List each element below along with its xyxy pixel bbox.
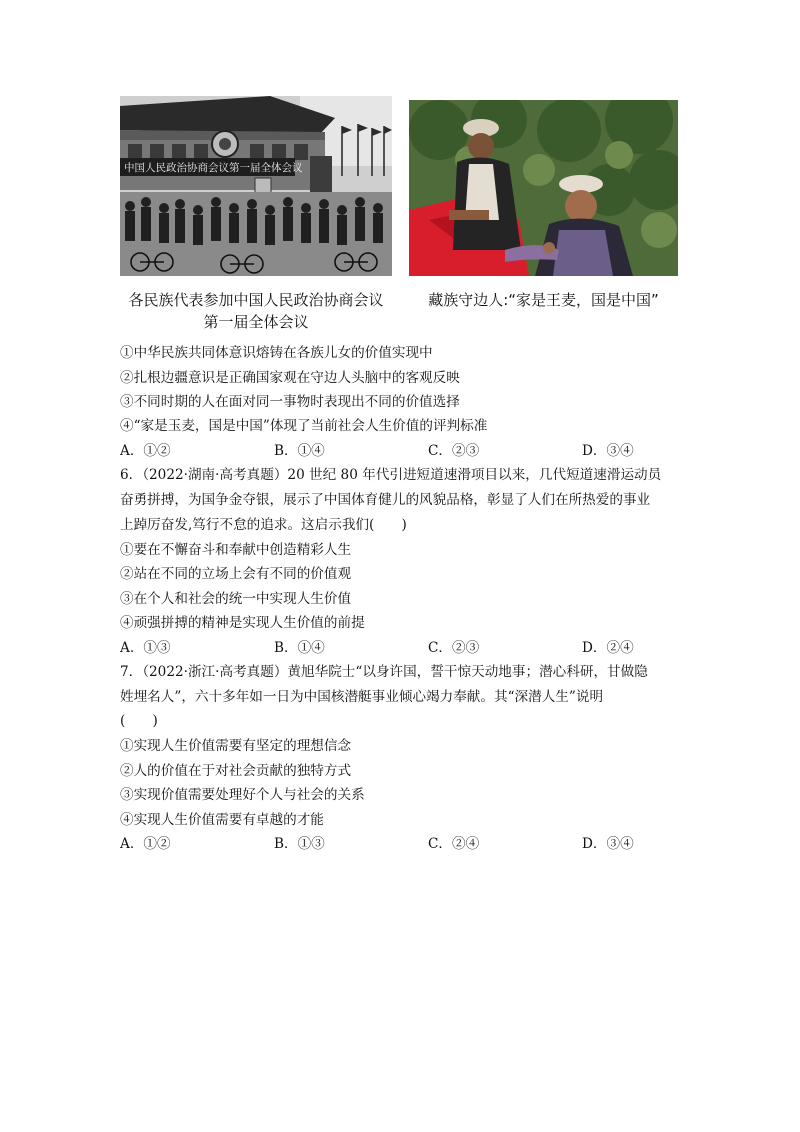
cppcc-photo-caption — [120, 289, 392, 333]
q7-stem-line-2: 姓埋名人”，六十多年如一日为中国核潜艇事业倾心竭力奉献。其“深潜人生”说明 — [120, 689, 604, 705]
q5-statement-4: ④“家是玉麦，国是中国”体现了当前社会人生价值的评判标准 — [120, 418, 488, 434]
q7-statement-3: ③实现价值需要处理好个人与社会的关系 — [120, 787, 365, 803]
q6-stem-line-3: 上踔厉奋发,笃行不怠的追求。这启示我们( ) — [120, 517, 407, 533]
cppcc-caption-line1: 各民族代表参加中国人民政治协商会议 — [128, 291, 384, 309]
q6-statement-4: ④顽强拼搏的精神是实现人生价值的前提 — [120, 615, 365, 631]
q7-statement-2: ②人的价值在于对社会贡献的独特方式 — [120, 763, 352, 779]
tibetan-caption-text: 藏族守边人:“家是王麦，国是中国” — [428, 291, 659, 309]
q6-option-b[interactable]: B．①④ — [274, 640, 325, 656]
q7-stem-line-1: 7．（2022·浙江·高考真题）黄旭华院士“以身许国，誓干惊天动地事；潜心科研，甘做隐 — [120, 664, 648, 680]
tibetan-guardians-photo — [409, 100, 678, 276]
q7-statement-1: ①实现人生价值需要有坚定的理想信念 — [120, 738, 352, 754]
q5-statement-3: ③不同时期的人在面对同一事物时表现出不同的价值选择 — [120, 394, 460, 410]
q7-option-a[interactable]: A．①② — [120, 836, 171, 852]
q7-option-c[interactable]: C．②④ — [428, 836, 480, 852]
q7-option-d[interactable]: D．③④ — [582, 836, 634, 852]
cppcc-caption-line2: 第一届全体会议 — [203, 313, 309, 331]
q6-statement-2: ②站在不同的立场上会有不同的价值观 — [120, 566, 352, 582]
q7-option-b[interactable]: B．①③ — [274, 836, 325, 852]
tibetan-photo-caption — [409, 289, 678, 311]
q5-statement-1: ①中华民族共同体意识熔铸在各族儿女的价值实现中 — [120, 345, 433, 361]
q6-option-c[interactable]: C．②③ — [428, 640, 480, 656]
tibetan-guardians-illustration — [409, 100, 678, 276]
q5-option-d[interactable]: D．③④ — [582, 443, 634, 459]
cppcc-banner-text: 中国人民政治协商会议第一届全体会议 — [124, 162, 303, 174]
q5-option-b[interactable]: B．①④ — [274, 443, 325, 459]
q7-statement-4: ④实现人生价值需要有卓越的才能 — [120, 812, 324, 828]
q7-stem-line-3: ( ) — [120, 713, 158, 729]
q6-statement-3: ③在个人和社会的统一中实现人生价值 — [120, 591, 352, 607]
q6-stem-line-2: 奋勇拼搏，为国争金夺银，展示了中国体育健儿的风貌品格，彰显了人们在所热爱的事业 — [120, 492, 651, 508]
q5-option-a[interactable]: A．①② — [120, 443, 171, 459]
q6-option-d[interactable]: D．②④ — [582, 640, 634, 656]
cppcc-photo — [120, 96, 392, 276]
cppcc-photo-illustration — [120, 96, 392, 276]
q6-stem-line-1: 6．（2022·湖南·高考真题）20 世纪 80 年代引进短道速滑项目以来，几代短道速滑运动员 — [120, 467, 662, 483]
q6-option-a[interactable]: A．①③ — [120, 640, 171, 656]
q5-statement-2: ②扎根边疆意识是正确国家观在守边人头脑中的客观反映 — [120, 370, 460, 386]
q5-option-c[interactable]: C．②③ — [428, 443, 480, 459]
q6-statement-1: ①要在不懈奋斗和奉献中创造精彩人生 — [120, 542, 352, 558]
